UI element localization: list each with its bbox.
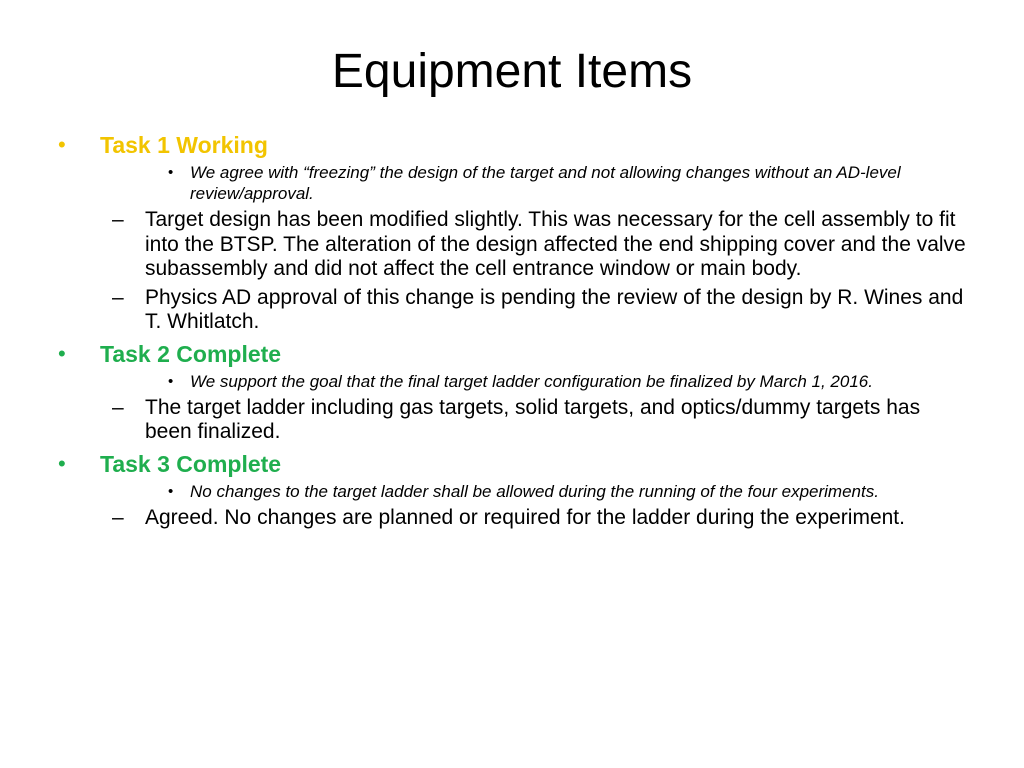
sub-bullet-icon: •	[168, 482, 174, 500]
task-3-heading-row	[56, 449, 966, 479]
task-2-heading-row	[56, 339, 966, 369]
slide-title: Equipment Items	[331, 45, 693, 98]
dash-icon: –	[112, 285, 124, 309]
task-1-item-2	[56, 286, 966, 335]
task-2-note: We support the goal that the final target ladder configuration be finalized by March 1, 2016.	[190, 371, 873, 391]
task-3-item-1-text: Agreed. No changes are planned or required for the ladder during the experiment.	[145, 505, 905, 529]
task-3-heading: Task 3 Complete	[100, 450, 282, 477]
task-1-note: We agree with “freezing” the design of the target and not allowing changes without an AD-level review/approval.	[190, 163, 901, 203]
task-1-note-row	[56, 162, 966, 204]
task-2-item-1-text: The target ladder including gas targets, solid targets, and optics/dummy targets has been finalized.	[145, 395, 921, 443]
task-1	[56, 130, 966, 335]
sub-bullet-icon: •	[168, 164, 174, 181]
sub-bullet-icon: •	[168, 372, 174, 390]
task-1-item-2-text: Physics AD approval of this change is pending the review of the design by R. Wines and T. Whitlatch.	[145, 285, 964, 333]
task-1-item-1	[56, 208, 966, 282]
task-2-note-row	[56, 371, 966, 392]
task-3-item-1	[56, 506, 966, 531]
task-2-item-1	[56, 396, 966, 445]
task-3-note-row	[56, 481, 966, 502]
dash-icon: –	[112, 395, 124, 419]
task-3	[56, 449, 966, 531]
bullet-icon: •	[58, 450, 66, 476]
dash-icon: –	[112, 208, 124, 231]
task-1-item-1-text: Target design has been modified slightly. This was necessary for the cell assembly to fit into the BTSP. The alteration of the design affected the end shipping cover and the valve subassembly and did not affect the cell entrance window or main body.	[145, 208, 966, 280]
task-2	[56, 339, 966, 445]
task-2-heading: Task 2 Complete	[100, 340, 282, 367]
bullet-list	[56, 130, 966, 530]
task-1-heading: Task 1 Working	[100, 132, 268, 158]
dash-icon: –	[112, 505, 124, 529]
task-3-note: No changes to the target ladder shall be allowed during the running of the four experiments.	[190, 481, 879, 501]
bullet-icon: •	[58, 132, 66, 157]
bullet-icon: •	[58, 340, 66, 366]
task-1-heading-row	[56, 130, 966, 160]
